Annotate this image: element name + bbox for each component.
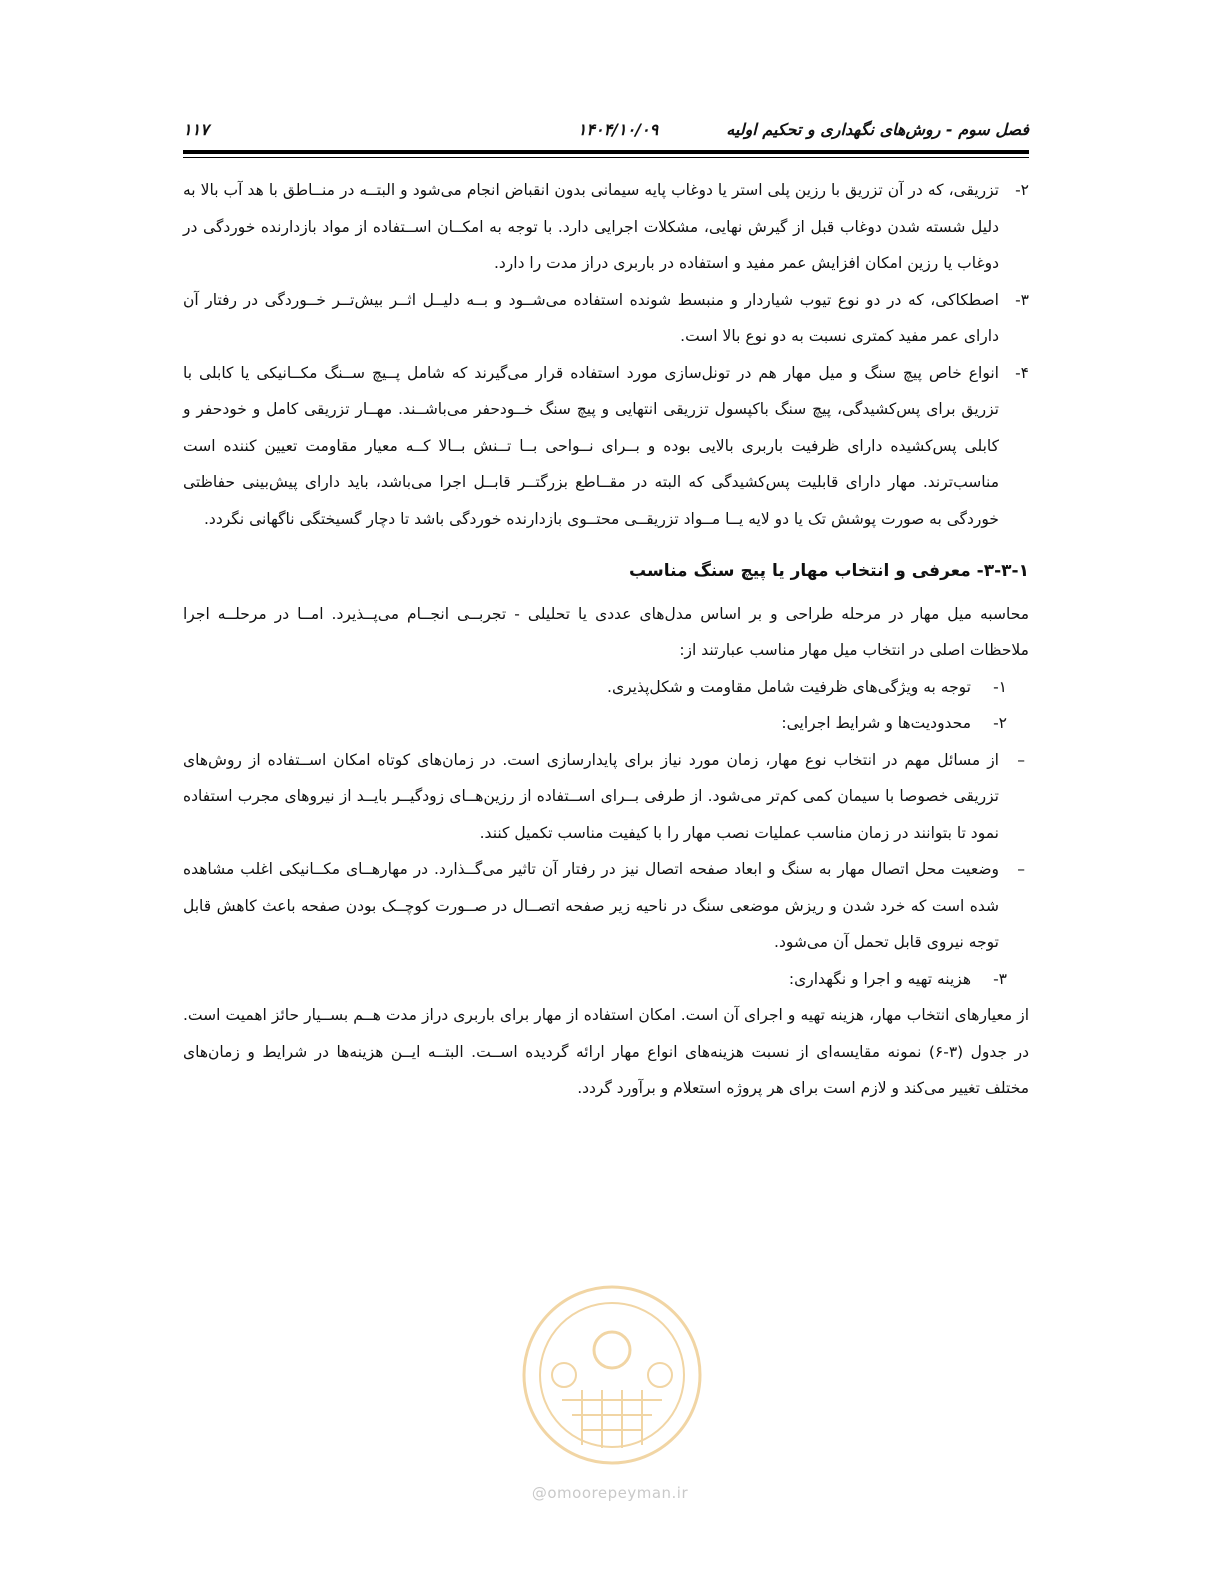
header-date: ۱۴۰۴/۱۰/۰۹ (577, 120, 659, 139)
list-item-3-friction (183, 282, 1029, 355)
document-body (183, 172, 1029, 1107)
list-item-text: محدودیت‌ها و شرایط اجرایی: (781, 714, 971, 732)
list-number: ۳- (1015, 290, 1029, 309)
dash-item-text: از مسائل مهم در انتخاب نوع مهار، زمان مورد نیاز برای پایدارسازی است. در زمان‌های کوتاه امکان اســتفاده از روش‌های تزریقی خصوصا با سیمان کمی کم‌تر می‌شود. از طرفی بــرای اســتفاده از رزین‌هــای زودگیــر بایــد از نیروهای مجرب استفاده نمود تا بتوانند در زمان مناسب عملیات نصب مهار را با کیفیت مناسب تکمیل کنند. (183, 750, 999, 842)
watermark-url: @omoorepeyman.ir (531, 1484, 689, 1502)
list-number: ۴- (1015, 363, 1029, 382)
watermark-outer-ring (524, 1287, 700, 1463)
criteria-item-1 (183, 669, 1029, 706)
list-number: ۲- (1015, 181, 1029, 199)
watermark-gear-left (552, 1363, 576, 1387)
chapter-title: فصل سوم - روش‌های نگهداری و تحکیم اولیه (726, 120, 1029, 139)
criteria-item-2 (183, 705, 1029, 742)
closing-paragraph: از معیارهای انتخاب مهار، هزینه تهیه و اجرای آن است. امکان استفاده از مهار برای باربری دراز مدت هــم بســیار حائز اهمیت است. در جدول (۳-۶) نمونه مقایسه‌ای از نسبت هزینه‌های انواع مهار ارائه گردیده اســت. البتــه ایــن هزینه‌ها در شرایط و زمان‌های مختلف تغییر می‌کند و لازم است برای هر پروژه استعلام و برآورد گردد. (183, 1006, 1029, 1097)
watermark-grid-verticals (582, 1390, 642, 1448)
list-item-4-special (183, 355, 1029, 538)
dash-item-plate (183, 851, 1029, 961)
list-number: ۳- (993, 969, 1007, 988)
section-intro: محاسبه میل مهار در مرحله طراحی و بر اساس مدل‌های عددی یا تحلیلی - تجربــی انجــام می‌پــذیرد. امــا در مرحلــه اجرا ملاحظات اصلی در انتخاب میل مهار مناسب عبارتند از: (183, 604, 1029, 659)
list-item-text: هزینه تهیه و اجرا و نگهداری: (788, 969, 971, 988)
dash-mark: – (1017, 860, 1025, 878)
list-item-text: انواع خاص پیچ سنگ و میل مهار هم در تونل‌سازی مورد استفاده قرار می‌گیرند که شامل پــیچ ســنگ مکــانیکی یا کابلی با تزریق برای پس‌کشیدگی، پیچ سنگ باکپسول تزریقی انتهایی و پیچ سنگ خــودحفر می‌باشــند. مهــار تزریقی کامل و خودحفر و کابلی پس‌کشیده دارای ظرفیت باربری بالایی بوده و بــرای نــواحی بــا تــنش بــالا کــه معیار مقاومت تعیین کننده است مناسب‌ترند. مهار دارای قابلیت پس‌کشیدگی که البته در مقــاطع بزرگتــر قابــل اجرا می‌باشد، باید دارای پیش‌بینی حفاظتی خوردگی به صورت پوشش تک یا دو لایه یــا مــواد تزریقــی محتــوی بازدارنده خوردگی باشد تا دچار گسیختگی ناگهانی نگردد. (183, 363, 999, 528)
section-heading: ۳-۳-۱- معرفی و انتخاب مهار یا پیچ سنگ مناسب (628, 561, 1029, 581)
watermark-logo (492, 1280, 732, 1480)
dash-item-text: وضعیت محل اتصال مهار به سنگ و ابعاد صفحه اتصال نیز در رفتار آن تاثیر می‌گــذارد. در مهارهــای مکــانیکی اغلب مشاهده شده است که خرد شدن و ریزش موضعی سنگ در ناحیه زیر صفحه اتصــال در صــورت کوچــک بودن صفحه باعث کاهش قابل توجه نیروی قابل تحمل آن می‌شود. (183, 860, 999, 951)
list-number: ۲- (993, 714, 1007, 732)
watermark-grid-lines (562, 1400, 662, 1430)
watermark-center-circle (594, 1332, 630, 1368)
list-item-text: تزریقی، که در آن تزریق با رزین پلی استر یا دوغاب پایه سیمانی بدون انقباض انجام می‌شود و البتــه در منــاطق با هد آب بالا به دلیل شسته شدن دوغاب قبل از گیرش نهایی، مشکلات اجرایی دارد. با توجه به امکــان اســتفاده از مواد بازدارنده خوردگی در دوغاب یا رزین امکان افزایش عمر مفید و استفاده در باربری دراز مدت را دارد. (183, 181, 999, 272)
list-item-2-grouted (183, 172, 1029, 282)
page-number: ۱۱۷ (183, 120, 209, 139)
watermark-gear-right (648, 1363, 672, 1387)
header-rule-thin (183, 157, 1029, 158)
header-rule-thick (183, 150, 1029, 154)
criteria-item-3 (183, 961, 1029, 998)
list-item-text: توجه به ویژگی‌های ظرفیت شامل مقاومت و شکل‌پذیری. (607, 677, 971, 696)
page-header (183, 118, 1029, 144)
dash-item-time (183, 742, 1029, 852)
watermark-inner-ring (540, 1303, 684, 1447)
list-number: ۱- (993, 677, 1007, 696)
list-item-text: اصطکاکی، که در دو نوع تیوب شیاردار و منبسط شونده استفاده می‌شــود و بــه دلیــل اثــر بیش‌تــر خــوردگی در رفتار آن دارای عمر مفید کمتری نسبت به دو نوع بالا است. (183, 290, 999, 345)
dash-mark: – (1017, 750, 1025, 769)
